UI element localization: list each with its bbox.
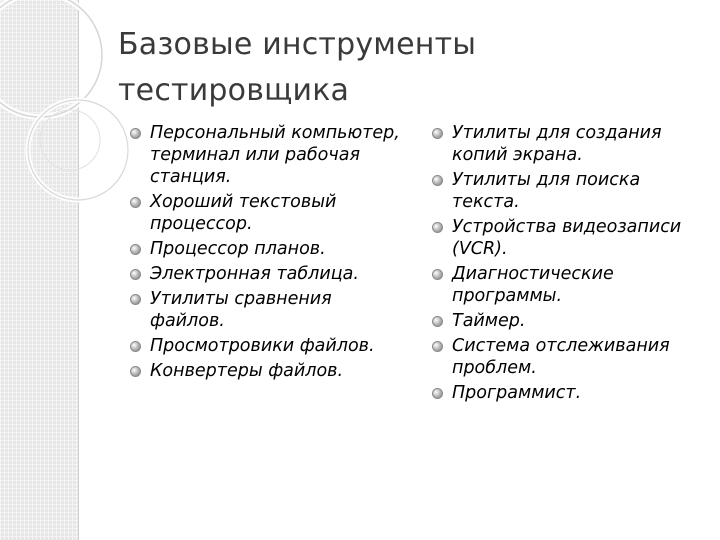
round-bullet-icon: [432, 175, 443, 186]
round-bullet-icon: [130, 341, 141, 352]
list-item-text: Утилиты для создания копий экрана.: [452, 123, 662, 165]
right-bullet-list: [432, 122, 707, 407]
list-item-text: Утилиты для поиска текста.: [452, 170, 641, 212]
round-bullet-icon: [130, 269, 141, 280]
list-item-text: Персональный компьютер, терминал или рабочая станция.: [150, 123, 400, 187]
round-bullet-icon: [432, 128, 443, 139]
round-bullet-icon: [432, 269, 443, 280]
round-bullet-icon: [130, 244, 141, 255]
list-item: [130, 191, 400, 235]
list-item: [130, 238, 400, 260]
list-item-text: Устройства видеозаписи (VCR).: [452, 217, 682, 259]
list-item: [130, 335, 400, 357]
round-bullet-icon: [130, 366, 141, 377]
round-bullet-icon: [432, 388, 443, 399]
list-item: [432, 263, 707, 307]
list-item-text: Просмотровики файлов.: [150, 336, 375, 356]
round-bullet-icon: [130, 128, 141, 139]
round-bullet-icon: [130, 294, 141, 305]
list-item: [432, 382, 707, 404]
slide-title: [118, 22, 678, 114]
list-item-text: Программист.: [452, 383, 582, 403]
list-item-text: Диагностические программы.: [452, 264, 614, 306]
list-item: [432, 310, 707, 332]
round-bullet-icon: [432, 341, 443, 352]
list-item-text: Таймер.: [452, 311, 526, 331]
list-item: [432, 216, 707, 260]
list-item: [130, 122, 400, 188]
list-item: [130, 263, 400, 285]
round-bullet-icon: [432, 316, 443, 327]
round-bullet-icon: [130, 197, 141, 208]
list-item: [432, 335, 707, 379]
round-bullet-icon: [432, 222, 443, 233]
list-item-text: Хороший текстовый процессор.: [150, 192, 337, 234]
list-item-text: Процессор планов.: [150, 239, 326, 259]
list-item-text: Утилиты сравнения файлов.: [150, 289, 332, 331]
list-item: [432, 169, 707, 213]
left-bullet-list: [130, 122, 400, 385]
list-item: [130, 360, 400, 382]
title-line-2: тестировщика: [118, 73, 350, 108]
list-item-text: Электронная таблица.: [150, 264, 359, 284]
list-item: [130, 288, 400, 332]
title-line-1: Базовые инструменты: [118, 27, 477, 62]
list-item: [432, 122, 707, 166]
list-item-text: Конвертеры файлов.: [150, 361, 344, 381]
list-item-text: Система отслеживания проблем.: [452, 336, 670, 378]
